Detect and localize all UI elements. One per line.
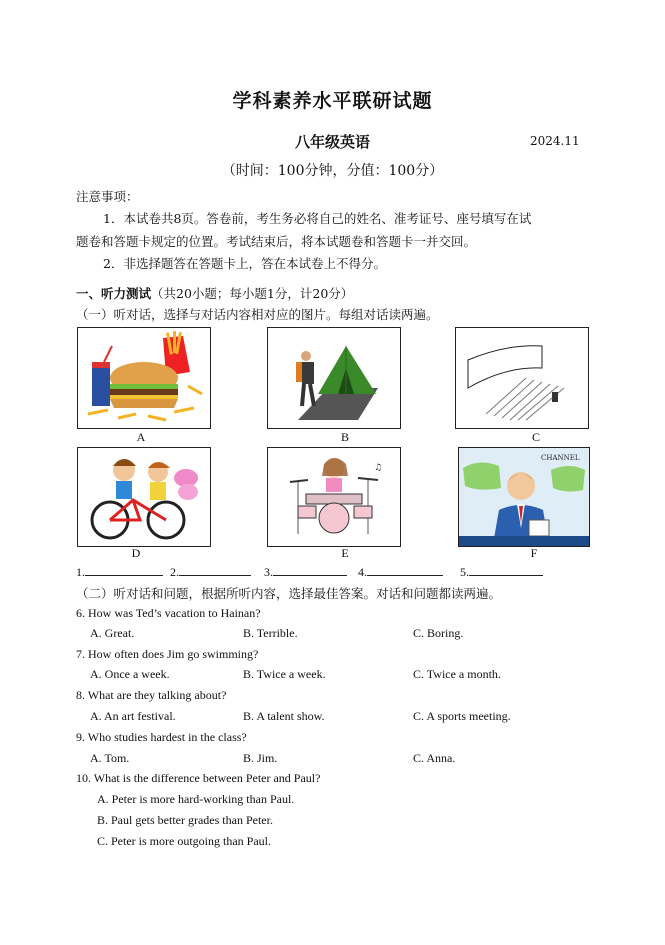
q7-option-a[interactable]: A. Once a week. [90,667,170,681]
q10-option-b[interactable]: B. Paul gets better grades than Peter. [97,813,273,827]
q10-option-a[interactable]: A. Peter is more hard-working than Paul. [97,792,295,806]
q9-option-b[interactable]: B. Jim. [243,751,278,765]
picture-f-news [458,447,590,547]
picture-e-drums [267,447,401,547]
question-7: 7. How often does Jim go swimming? [76,647,259,661]
q6-option-b[interactable]: B. Terrible. [243,626,298,640]
question-9: 9. Who studies hardest in the class? [76,730,247,744]
q9-option-a[interactable]: A. Tom. [90,751,130,765]
svg-text:♫: ♫ [374,463,383,473]
blank-3[interactable]: 3. [264,565,347,580]
q6-option-c[interactable]: C. Boring. [413,626,464,640]
part2-instruction: （二）听对话和问题，根据所听内容，选择最佳答案。对话和问题都读两遍。 [76,586,502,601]
notes-item1-line1: 1．本试卷共8页。答卷前，考生务必将自己的姓名、准考证号、座号填写在试 [103,211,532,226]
svg-text:CHANNEL: CHANNEL [541,454,580,462]
blank-2[interactable]: 2. [170,565,251,580]
picture-b-tent [267,327,401,429]
q10-option-c[interactable]: C. Peter is more outgoing than Paul. [97,834,271,848]
label-e: E [341,546,349,560]
time-info: （时间：100分钟，分值：100分） [221,163,444,179]
page-subtitle: 八年级英语 [294,133,370,151]
question-8: 8. What are they talking about? [76,688,227,702]
label-d: D [131,546,141,560]
notes-item1-line2: 题卷和答题卡规定的位置。考试结束后，将本试题卷和答题卡一并交回。 [76,234,477,249]
section1-heading-rest: （共20小题；每小题1分，计20分） [151,286,354,301]
notes-item2: 2．非选择题答在答题卡上，答在本试卷上不得分。 [103,256,386,271]
section1-heading-bold: 一、听力测试 [76,286,152,301]
blank-1[interactable]: 1. [76,565,163,580]
label-a: A [136,430,146,444]
q6-option-a[interactable]: A. Great. [90,626,135,640]
label-c: C [531,430,540,444]
notes-heading: 注意事项： [76,189,139,204]
page-title: 学科素养水平联研试题 [232,90,433,112]
section1-heading [76,284,353,302]
q8-option-b[interactable]: B. A talent show. [243,709,325,723]
picture-d-bicycle [77,447,211,547]
question-6: 6. How was Ted’s vacation to Hainan? [76,606,261,620]
q7-option-b[interactable]: B. Twice a week. [243,667,326,681]
blank-4[interactable]: 4. [358,565,443,580]
part1-instruction: （一）听对话，选择与对话内容相对应的图片。每组对话读两遍。 [76,307,439,322]
label-f: F [530,546,538,560]
q9-option-c[interactable]: C. Anna. [413,751,456,765]
q8-option-c[interactable]: C. A sports meeting. [413,709,511,723]
label-b: B [340,430,349,444]
picture-a-burger [77,327,211,429]
exam-date: 2024.11 [530,134,580,148]
q8-option-a[interactable]: A. An art festival. [90,709,176,723]
blank-5[interactable]: 5. [460,565,543,580]
question-10: 10. What is the difference between Peter and Paul? [76,771,321,785]
q7-option-c[interactable]: C. Twice a month. [413,667,501,681]
picture-c-cinema [455,327,589,429]
